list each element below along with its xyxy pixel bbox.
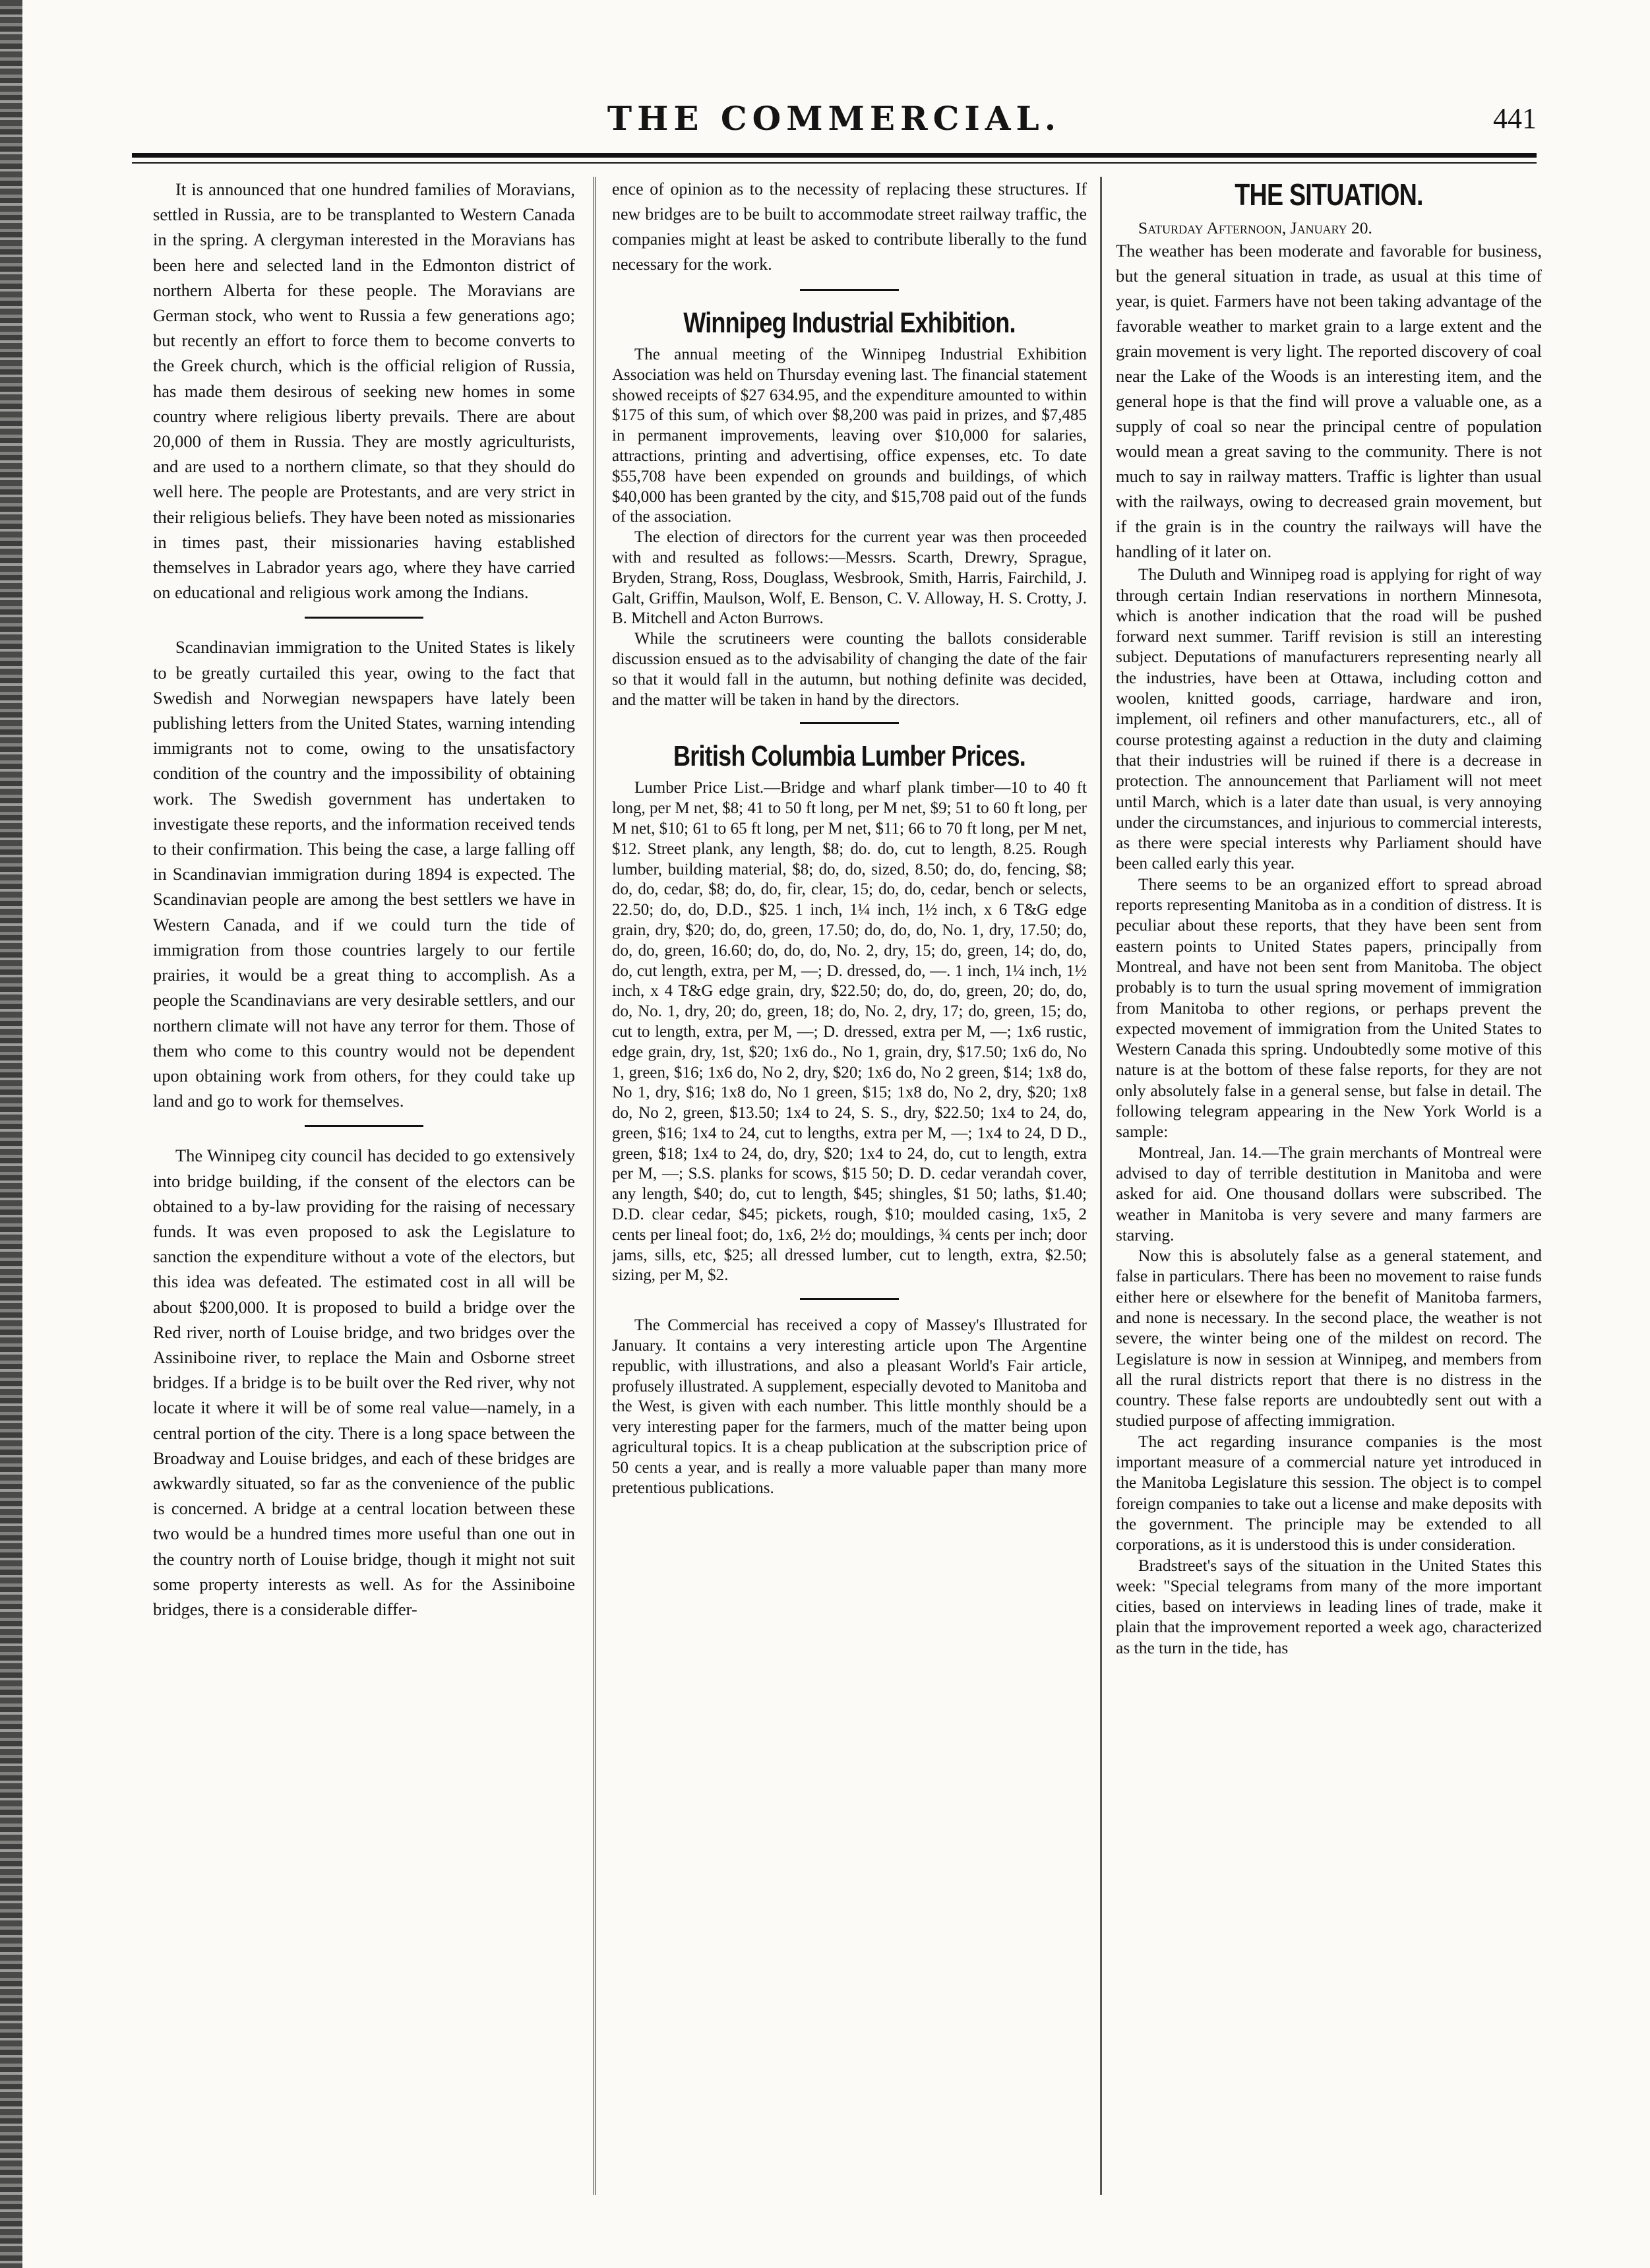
page-header — [132, 99, 1537, 145]
exhibition-paragraph: The annual meeting of the Winnipeg Industrial Exhibition Association was held on Thursday evening last. The financial statement showed receipts of $27 634.95, and the expenditure amounted to within $175 of this sum, of which over $8,200 was paid in prizes, and $7,485 in permanent improvements, leaving over $10,000 for salaries, attractions, printing and advertising, office expenses, etc. To date $55,708 have been expended on grounds and buildings, of which $40,000 has been granted by the city, and $15,708 paid out of the funds of the association. — [612, 346, 1087, 526]
situation-paragraph: The act regarding insurance companies is the most important measure of a commercial nature yet introduced in the Manitoba Legislature this session. The object is to compel foreign companies to take out a license and make deposits with the government. The principle may be extended to all corporations, as it is understood this is under consideration. — [1116, 1431, 1542, 1554]
article-divider — [800, 1298, 899, 1300]
binding-edge — [0, 0, 22, 2268]
article-divider — [800, 722, 899, 724]
column-divider — [594, 177, 596, 2195]
situation-paragraph: Now this is absolutely false as a general statement, and false in particulars. There has been no movement to raise funds either here or elsewhere for the benefit of Manitoba farmers, and none is necessary. In the second place, the weather is not severe, the winter being one of the mildest on record. The Legislature is now in session at Winnipeg, and members from all the rural districts report that there is no distress in the country. These false reports are undoubtedly sent out with a studied purpose of affecting immigration. — [1116, 1246, 1542, 1430]
exhibition-paragraph: While the scrutineers were counting the ballots considerable discussion ensued as to the advisability of changing the date of the fair so that it would fall in the autumn, but nothing definite was decided, and the matter will be taken in hand by the directors. — [612, 630, 1087, 709]
situation-paragraph: Bradstreet's says of the situation in the United States this week: "Special telegrams from many of the more important cities, based on interviews in leading lines of trade, make it plain that the improvement reported a week ago, characterized as the turn in the tide, has — [1116, 1555, 1542, 1657]
dateline: Saturday Afternoon, January 20. — [1138, 218, 1372, 237]
column-middle — [612, 177, 1087, 2208]
situation-paragraph: There seems to be an organized effort to spread abroad reports representing Manitoba as in a condition of distress. It is peculiar about these reports, that they have been sent from eastern points to United States papers, principally from Montreal, and have not been sent from Manitoba. The object probably is to turn the usual spring movement of immigration from Manitoba to other regions, or perhaps prevent the expected movement of immigration from the United States to Western Canada this spring. Undoubtedly some motive of this nature is at the bottom of these false reports, for they are not only absolutely false in a general sense, but false in detail. The following telegram appearing in the New York World is a sample: — [1116, 874, 1542, 1142]
header-rule — [132, 153, 1537, 158]
exhibition-paragraph: The election of directors for the current year was then proceeded with and resulted as follows:—Messrs. Scarth, Drewry, Sprague, Bryden, Strang, Ross, Douglass, Wesbrook, Smith, Harris, Fairchild, J. Galt, Griffin, Maulson, Wolf, E. Benson, C. V. Alloway, H. S. Crotty, J. B. Mitchell and Acton Burrows. — [612, 528, 1087, 628]
telegram-quote: Montreal, Jan. 14.—The grain merchants of Montreal were advised to day of terrible destitution in Manitoba and were asked for aid. One thousand dollars were subscribed. The weather in Manitoba is very severe and many farmers are starving. — [1116, 1142, 1542, 1244]
headline-exhibition: Winnipeg Industrial Exhibition. — [683, 307, 1016, 339]
headline-situation: THE SITUATION. — [1235, 177, 1423, 212]
page-number: 441 — [1493, 102, 1537, 135]
column-left — [153, 177, 575, 2208]
column-right — [1116, 177, 1542, 2208]
article-divider — [305, 617, 423, 619]
situation-lead: The weather has been moderate and favorable for business, but the general situation in trade, as usual at this time of year, is quiet. Farmers have not been taking advantage of the favorable weather to market grain to a large extent and the grain movement is very light. The reported discovery of coal near the Lake of the Woods is an interesting item, and the general hope is that the find will prove a valuable one, as a supply of coal so near the principal centre of population would mean a great saving to the community. There is not much to say in railway matters. Traffic is lighter than usual with the railways, owing to decreased grain movement, but if the grain is in the country the railways will have the handling of it later on. — [1116, 241, 1542, 562]
article-bridge-continued: ence of opinion as to the necessity of replacing these structures. If new bridges are to be built to accommodate street railway traffic, the companies might at least be asked to contribute liberally to the fund necessary for the work. — [612, 179, 1087, 274]
masthead-title: THE COMMERCIAL. — [607, 99, 1062, 138]
article-moravians: It is announced that one hundred families of Moravians, settled in Russia, are to be transplanted to Western Canada in the spring. A clergyman interested in the Moravians has been here and selected land in the Edmonton district of northern Alberta for these people. The Moravians are German stock, who went to Russia a few generations ago; but recently an effort to force them to become converts to the Greek church, which is the official religion of Russia, has made them desirous of seeking new homes in some country where religious liberty prevails. There are about 20,000 of them in Russia. They are mostly agriculturists, and are used to a northern climate, so that they should do well here. The people are Protestants, and are very strict in their religious beliefs. They have been noted as missionaries in times past, their missionaries having established themselves in Labrador years ago, where they have carried on educational and religious work among the Indians. — [153, 179, 575, 603]
article-massey-illustrated: The Commercial has received a copy of Massey's Illustrated for January. It contains a very interesting article upon The Argentine republic, with illustrations, and also a pleasant World's Fair article, profusely illustrated. A supplement, especially devoted to Manitoba and the West, is given with each number. This little monthly should be a very interesting paper for the farmers, much of the matter being upon agricultural topics. It is a cheap publication at the subscription price of 50 cents a year, and is really a more valuable paper than many more pretentious publications. — [612, 1316, 1087, 1497]
header-rule-thin — [132, 162, 1537, 164]
article-divider — [305, 1125, 423, 1127]
headline-lumber-prices: British Columbia Lumber Prices. — [673, 740, 1025, 773]
situation-paragraph: The Duluth and Winnipeg road is applying for right of way through certain Indian reservations in northern Minnesota, which is another indication that the road will be pushed forward next summer. Tariff revision is still an interesting subject. Deputations of manufacturers representing nearly all the industries, have been at Ottawa, including cotton and woolen, knitted goods, carriage, hardware and iron, implement, oil refiners and other manufacturers, etc., all of course protesting against a reduction in the duty and claiming that their industries will be ruined if there is a decrease in protection. The announcement that Parliament will not meet until March, which is a later date than usual, is very annoying under the circumstances, and injurious to commercial interests, as there were special interests why Parliament should have been called early this year. — [1116, 565, 1542, 873]
column-divider — [1100, 177, 1102, 2195]
article-bridge-building: The Winnipeg city council has decided to go extensively into bridge building, if the consent of the electors can be obtained to a by-law providing for the raising of necessary funds. It was even proposed to ask the Legislature to sanction the expenditure without a vote of the electors, but this idea was defeated. The estimated cost in all will be about $200,000. It is proposed to build a bridge over the Red river, north of Louise bridge, and two bridges over the Assiniboine river, to replace the Main and Osborne street bridges. If a bridge is to be built over the Red river, why not locate it where it will be of some real value—namely, in a central portion of the city. There is a long space between the Broadway and Louise bridges, and each of these bridges are awkwardly situated, so far as the convenience of the public is concerned. A bridge at a central location between these two would be a hundred times more useful than one out in the country north of Louise bridge, though it might not suit some property interests as well. As for the Assiniboine bridges, there is a considerable differ- — [153, 1146, 575, 1619]
article-scandinavian-immigration: Scandinavian immigration to the United States is likely to be greatly curtailed this year, owing to the fact that Swedish and Norwegian newspapers have lately been publishing letters from the United States, warning intending immigrants not to come, owing to the unsatisfactory condition of the country and the impossibility of obtaining work. The Swedish government has undertaken to investigate these reports, and the information received tends to their confirmation. This being the case, a large falling off in Scandinavian immigration during 1894 is expected. The Scandinavian people are among the best settlers we have in Western Canada, and if we could turn the tide of immigration from those countries largely to our fertile prairies, it would be a great thing to accomplish. As a people the Scandinavians are very desirable settlers, and our northern climate will not have any terror for them. Those of them who come to this country would not be dependent upon obtaining work from others, for they could take up land and go to work for themselves. — [153, 637, 575, 1111]
lumber-price-list: Lumber Price List.—Bridge and wharf plank timber—10 to 40 ft long, per M net, $8; 41 to 50 ft long, per M net, $9; 51 to 60 ft long, per M net, $10; 61 to 65 ft long, per M net, $11; 66 to 70 ft long, per M net, $12. Street plank, any length, $8; do. do, cut to length, 8.25. Rough lumber, building material, $8; do, do, sized, 8.50; do, do, fencing, $8; do, do, cedar, $8; do, do, fir, clear, 15; do, do, cedar, bench or selects, 22.50; do, do, D.D., $25. 1 inch, 1¼ inch, 1½ inch, x 6 T&G edge grain, dry, $20; do, do, green, 17.50; do, do, do, No. 1, dry, 17.50; do, do, do, green, 16.60; do, do, do, No. 2, dry, 15; do, green, 14; do, do, do, cut length, extra, per M, —; D. dressed, do, —. 1 inch, 1¼ inch, 1½ inch, x 4 T&G edge grain, dry, $22.50; do, do, do, green, 20; do, do, do, No. 1, dry, 20; do, green, 18; do, No. 2, dry, 17; do, green, 15; do, cut to length, extra, per M, —; D. dressed, extra per M, —; 1x6 rustic, edge grain, dry, 1st, $20; 1x6 do., No 1, grain, dry, $17.50; 1x6 do, No 1, green, $16; 1x6 do, No 2, dry, $20; 1x6 do, No 2 green, $14; 1x8 do, No 1, dry, $16; 1x8 do, No 1 green, $15; 1x8 do, No 2, dry, $20; 1x8 do, No 2, green, $13.50; 1x4 to 24, S. S., dry, $22.50; 1x4 to 24, do, green, $16; 1x4 to 24, cut to lengths, extra per M, —; 1x4 to 24, D D., green, $18; 1x4 to 24, do, dry, $20; 1x4 to 24, do, cut to length, extra per M, —; S.S. planks for scows, $15 50; D. D. cedar verandah cover, any length, $40; do, cut to length, $45; shingles, $1 50; laths, $1.40; D.D. clear cedar, $45; pickets, rough, $10; moulded casing, 1x5, 2 cents per lineal foot; do, 1x6, 2½ do; mouldings, ¾ cents per inch; door jams, sills, etc, $25; all dressed lumber, cut to length, extra, $2.50; sizing, per M, $2. — [612, 779, 1087, 1285]
article-divider — [800, 289, 899, 291]
